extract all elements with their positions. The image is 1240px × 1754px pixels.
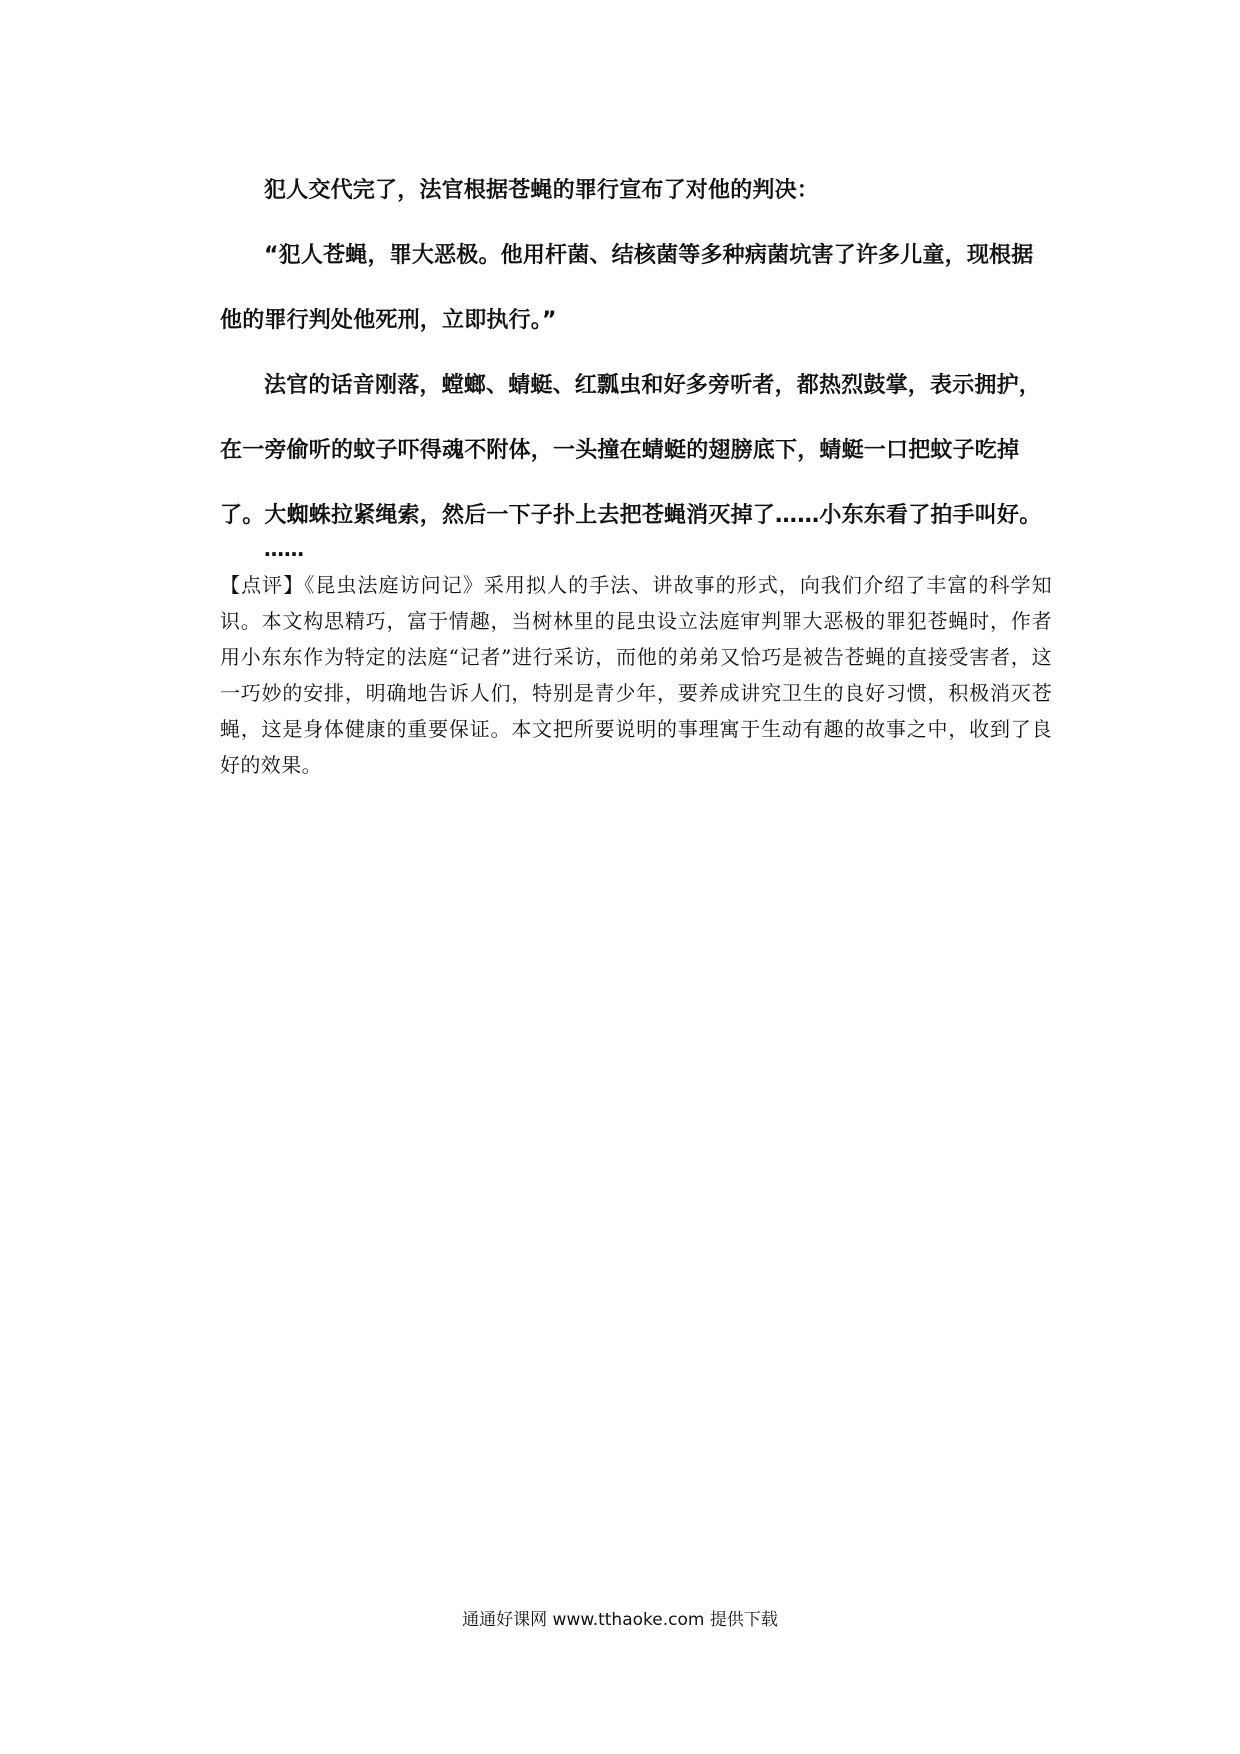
page-footer: 通通好课网 www.tthaoke.com 提供下载 [462,1610,778,1630]
story-body [220,158,1052,548]
story-paragraph: 法官的话音刚落，螳螂、蜻蜓、红瓢虫和好多旁听者，都热烈鼓掌，表示拥护，在一旁偷听的蚊子吓得魂不附体，一头撞在蜻蜓的翅膀底下，蜻蜓一口把蚊子吃掉了。大蜘蛛拉紧绳索，然后一下子扑上去把苍蝇消灭掉了……小东东看了拍手叫好。 [220,373,1042,528]
story-paragraph: “犯人苍蝇，罪大恶极。他用杆菌、结核菌等多种病菌坑害了许多儿童，现根据他的罪行判处他死刑，立即执行。” [220,243,1034,333]
story-paragraph: 犯人交代完了，法官根据苍蝇的罪行宣布了对他的判决： [264,178,820,203]
story-ellipsis: …… [264,537,304,561]
comment-paragraph: 【点评】《昆虫法庭访问记》采用拟人的手法、讲故事的形式，向我们介绍了丰富的科学知识。本文构思精巧，富于情趣，当树林里的昆虫设立法庭审判罪大恶极的罪犯苍蝇时，作者用小东东作为特定的法庭“记者”进行采访，而他的弟弟又恰巧是被告苍蝇的直接受害者，这一巧妙的安排，明确地告诉人们，特别是青少年，要养成讲究卫生的良好习惯，积极消灭苍蝇，这是身体健康的重要保证。本文把所要说明的事理寓于生动有趣的故事之中，收到了良好的效果。 [220,573,1052,777]
